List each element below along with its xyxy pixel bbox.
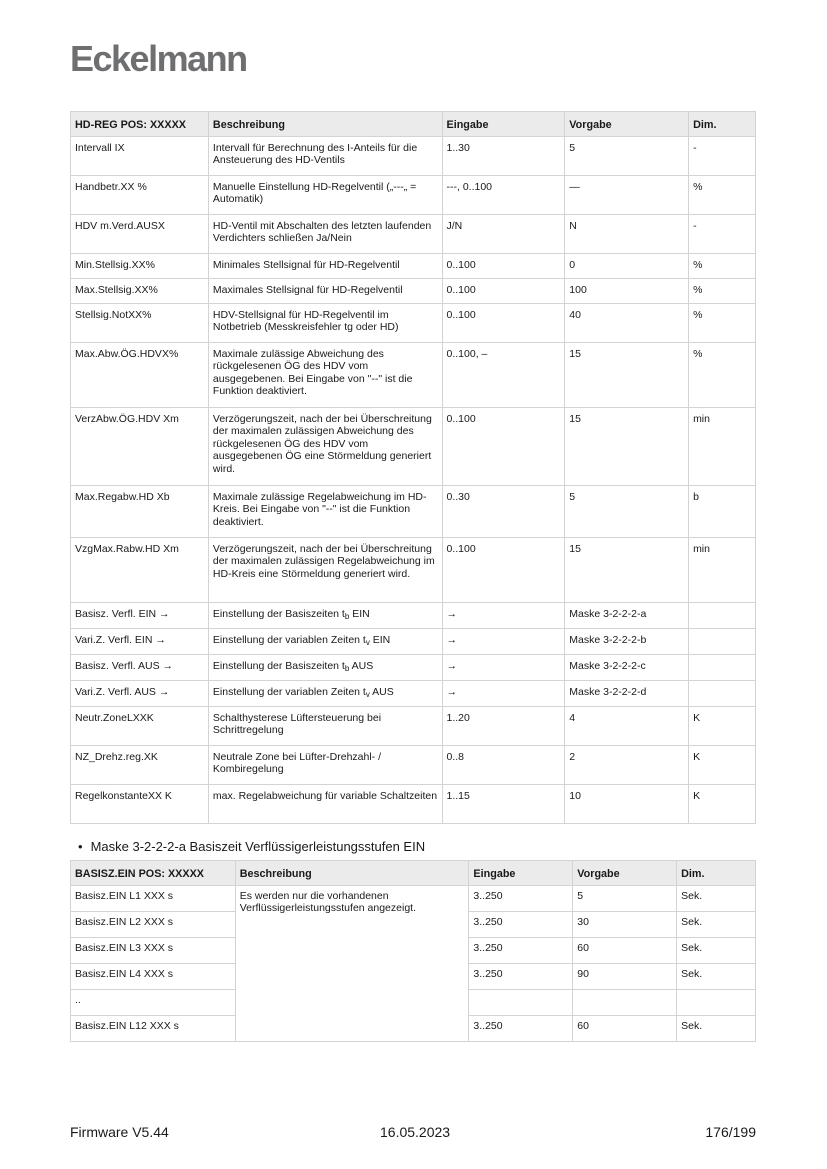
dim-cell (689, 680, 756, 706)
param-cell: .. (71, 989, 236, 1015)
dim-cell: % (689, 342, 756, 407)
param-cell: Max.Abw.ÖG.HDVX% (71, 342, 209, 407)
dim-cell: b (689, 485, 756, 537)
link-row (71, 680, 756, 706)
param-cell: Basisz.EIN L1 XXX s (71, 885, 236, 911)
default-cell: 5 (573, 885, 677, 911)
desc-cell: Minimales Stellsignal für HD-Regelventil (208, 253, 442, 278)
default-cell: 90 (573, 963, 677, 989)
dim-cell: - (689, 136, 756, 175)
footer-date: 16.05.2023 (380, 1124, 451, 1140)
input-cell: 1..30 (442, 136, 565, 175)
header-parameter: BASISZ.EIN POS: XXXXX (71, 861, 236, 886)
input-cell: J/N (442, 214, 565, 253)
mask-link-cell[interactable]: Maske 3-2-2-2-b (565, 628, 689, 654)
input-cell: 1..15 (442, 784, 565, 823)
input-cell: 0..100, – (442, 342, 565, 407)
dim-cell: % (689, 278, 756, 303)
param-cell: Max.Stellsig.XX% (71, 278, 209, 303)
default-cell: 60 (573, 1015, 677, 1041)
table-row (71, 278, 756, 303)
dim-cell: K (689, 745, 756, 784)
input-cell: 0..8 (442, 745, 565, 784)
param-cell: HDV m.Verd.AUSX (71, 214, 209, 253)
param-cell: Max.Regabw.HD Xb (71, 485, 209, 537)
desc-cell: Verzögerungszeit, nach der bei Überschreitung der maximalen zulässigen Abweichung des rückgelesenen ÖG des HDV vom ausgegebenen ÖG eine Störmeldung generiert wird. (208, 407, 442, 485)
footer-page-number: 176/199 (705, 1124, 756, 1140)
input-arrow-cell[interactable]: → (442, 602, 565, 628)
desc-cell: Einstellung der variablen Zeiten $t_v$ EIN (208, 628, 442, 654)
table-row (71, 407, 756, 485)
default-cell: 15 (565, 407, 689, 485)
dim-cell (689, 602, 756, 628)
table-row (71, 784, 756, 823)
default-cell: 15 (565, 342, 689, 407)
desc-cell: Manuelle Einstellung HD-Regelventil („---„ = Automatik) (208, 175, 442, 214)
table-row (71, 136, 756, 175)
dim-cell: Sek. (677, 885, 756, 911)
footer-firmware: Firmware V5.44 (70, 1124, 169, 1140)
default-cell (573, 989, 677, 1015)
desc-cell: HDV-Stellsignal für HD-Regelventil im Notbetrieb (Messkreisfehler tg oder HD) (208, 303, 442, 342)
input-cell (469, 989, 573, 1015)
dim-cell: Sek. (677, 937, 756, 963)
desc-cell: HD-Ventil mit Abschalten des letzten laufenden Verdichters schließen Ja/Nein (208, 214, 442, 253)
input-cell: 3..250 (469, 911, 573, 937)
input-cell: 3..250 (469, 937, 573, 963)
default-cell: 5 (565, 485, 689, 537)
desc-cell: Einstellung der variablen Zeiten $t_v$ AUS (208, 680, 442, 706)
input-arrow-cell[interactable]: → (442, 654, 565, 680)
table-header-row (71, 861, 756, 886)
default-cell: 0 (565, 253, 689, 278)
dim-cell: Sek. (677, 1015, 756, 1041)
default-cell: 10 (565, 784, 689, 823)
dim-cell: - (689, 214, 756, 253)
header-dim: Dim. (677, 861, 756, 886)
table-row (71, 342, 756, 407)
input-cell: 3..250 (469, 885, 573, 911)
header-dim: Dim. (689, 112, 756, 137)
table-row (71, 485, 756, 537)
eckelmann-logo: Eckelmann (70, 38, 247, 79)
desc-cell: max. Regelabweichung für variable Schaltzeiten (208, 784, 442, 823)
param-cell: RegelkonstanteXX K (71, 784, 209, 823)
input-cell: 0..100 (442, 278, 565, 303)
default-cell: 5 (565, 136, 689, 175)
link-row (71, 654, 756, 680)
table-row (71, 253, 756, 278)
param-cell: Basisz.EIN L12 XXX s (71, 1015, 236, 1041)
param-cell: VzgMax.Rabw.HD Xm (71, 537, 209, 602)
desc-cell: Einstellung der Basiszeiten $t_b$ AUS (208, 654, 442, 680)
dim-cell (689, 654, 756, 680)
dim-cell: % (689, 175, 756, 214)
table-row (71, 745, 756, 784)
header-default: Vorgabe (573, 861, 677, 886)
input-cell: 3..250 (469, 1015, 573, 1041)
dim-cell: K (689, 784, 756, 823)
param-cell: Vari.Z. Verfl. EIN → (71, 628, 209, 654)
param-cell: Intervall IX (71, 136, 209, 175)
param-cell: NZ_Drehz.reg.XK (71, 745, 209, 784)
dim-cell: min (689, 407, 756, 485)
mask-link-cell[interactable]: Maske 3-2-2-2-c (565, 654, 689, 680)
default-cell: 30 (573, 911, 677, 937)
input-cell: 0..100 (442, 303, 565, 342)
default-cell: 100 (565, 278, 689, 303)
dim-cell (677, 989, 756, 1015)
desc-cell: Einstellung der Basiszeiten $t_b$ EIN (208, 602, 442, 628)
header-description: Beschreibung (235, 861, 469, 886)
table-row (71, 537, 756, 602)
input-arrow-cell[interactable]: → (442, 680, 565, 706)
param-cell: Basisz.EIN L4 XXX s (71, 963, 236, 989)
input-cell: 0..100 (442, 253, 565, 278)
desc-cell: Maximales Stellsignal für HD-Regelventil (208, 278, 442, 303)
param-cell: Basisz. Verfl. EIN → (71, 602, 209, 628)
input-cell: 0..100 (442, 537, 565, 602)
param-cell: Basisz.EIN L2 XXX s (71, 911, 236, 937)
link-row (71, 602, 756, 628)
desc-cell: Maximale zulässige Regelabweichung im HD-Kreis. Bei Eingabe von "--" ist die Funktion deaktiviert. (208, 485, 442, 537)
table-row (71, 885, 756, 911)
table-header-row (71, 112, 756, 137)
desc-cell: Verzögerungszeit, nach der bei Überschreitung der maximalen zulässigen Regelabweichung im HD-Kreis eine Störmeldung generiert wird. (208, 537, 442, 602)
dim-cell: % (689, 253, 756, 278)
section-heading-text: Maske 3-2-2-2-a Basiszeit Verflüssigerleistungsstufen EIN (90, 839, 426, 854)
input-cell: 0..100 (442, 407, 565, 485)
desc-cell: Intervall für Berechnung des I-Anteils für die Ansteuerung des HD-Ventils (208, 136, 442, 175)
desc-cell: Maximale zulässige Abweichung des rückgelesenen ÖG des HDV vom ausgegebenen. Bei Eingabe von "--" ist die Funktion deaktiviert. (208, 342, 442, 407)
param-cell: Handbetr.XX % (71, 175, 209, 214)
input-arrow-cell[interactable]: → (442, 628, 565, 654)
default-cell: — (565, 175, 689, 214)
input-cell: 1..20 (442, 706, 565, 745)
input-cell: ---, 0..100 (442, 175, 565, 214)
dim-cell: K (689, 706, 756, 745)
default-cell: N (565, 214, 689, 253)
dim-cell: % (689, 303, 756, 342)
desc-cell: Schalthysterese Lüftersteuerung bei Schrittregelung (208, 706, 442, 745)
param-cell: Basisz.EIN L3 XXX s (71, 937, 236, 963)
section-heading (78, 839, 425, 854)
default-cell: 2 (565, 745, 689, 784)
param-cell: Stellsig.NotXX% (71, 303, 209, 342)
input-cell: 0..30 (442, 485, 565, 537)
mask-link-cell[interactable]: Maske 3-2-2-2-a (565, 602, 689, 628)
dim-cell: Sek. (677, 911, 756, 937)
bullet-icon: • (78, 839, 83, 854)
hd-reg-parameter-table (70, 111, 756, 824)
param-cell: Vari.Z. Verfl. AUS → (71, 680, 209, 706)
dim-cell: Sek. (677, 963, 756, 989)
dim-cell: min (689, 537, 756, 602)
desc-cell: Neutrale Zone bei Lüfter-Drehzahl- / Kombiregelung (208, 745, 442, 784)
param-cell: Min.Stellsig.XX% (71, 253, 209, 278)
default-cell: 60 (573, 937, 677, 963)
param-cell: Neutr.ZoneLXXK (71, 706, 209, 745)
table-row (71, 706, 756, 745)
mask-link-cell[interactable]: Maske 3-2-2-2-d (565, 680, 689, 706)
header-parameter: HD-REG POS: XXXXX (71, 112, 209, 137)
header-input: Eingabe (469, 861, 573, 886)
table-row (71, 303, 756, 342)
param-cell: Basisz. Verfl. AUS → (71, 654, 209, 680)
default-cell: 15 (565, 537, 689, 602)
table-row (71, 175, 756, 214)
header-input: Eingabe (442, 112, 565, 137)
input-cell: 3..250 (469, 963, 573, 989)
desc-cell: Es werden nur die vorhandenen Verflüssigerleistungsstufen angezeigt. (235, 885, 469, 1041)
header-description: Beschreibung (208, 112, 442, 137)
default-cell: 4 (565, 706, 689, 745)
dim-cell (689, 628, 756, 654)
param-cell: VerzAbw.ÖG.HDV Xm (71, 407, 209, 485)
link-row (71, 628, 756, 654)
default-cell: 40 (565, 303, 689, 342)
basisz-ein-parameter-table (70, 860, 756, 1042)
table-row (71, 214, 756, 253)
header-default: Vorgabe (565, 112, 689, 137)
